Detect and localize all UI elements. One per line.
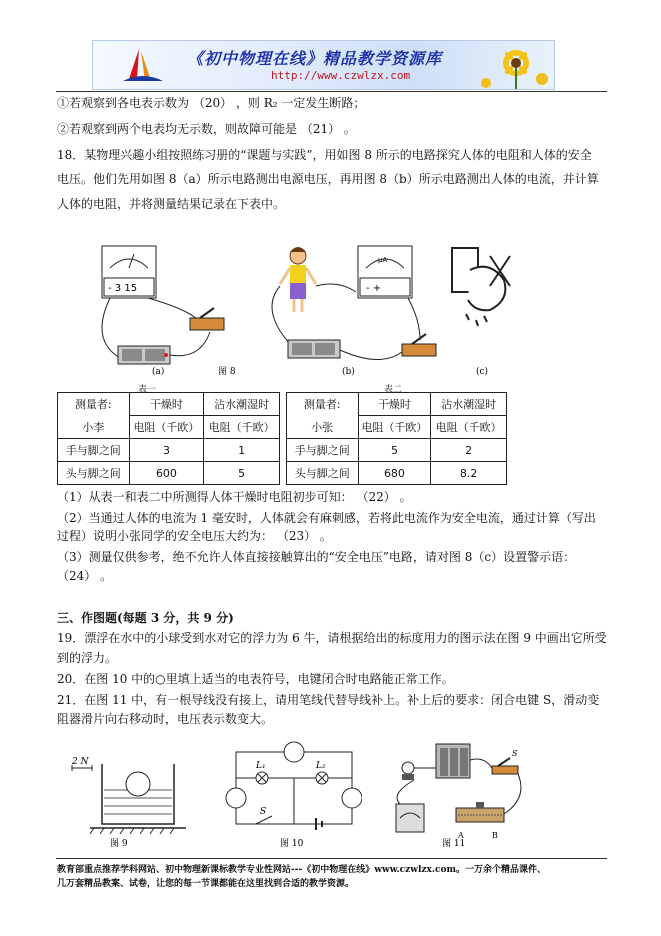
lamp-l1-icon (256, 772, 268, 784)
table-row (287, 439, 507, 462)
switch-s-icon (492, 758, 518, 774)
footer-line-2: 几万套精品教案、试卷，让您的每一节课都能在这里找到合适的教学资源。 (57, 879, 355, 889)
header-rule (56, 91, 607, 92)
caption-b: (b) (342, 367, 355, 377)
ball-icon (126, 772, 150, 796)
figure-11 (380, 738, 530, 850)
caption-c: (c) (476, 367, 489, 377)
site-logo-icon (111, 41, 181, 89)
q17-line-1: ①若观察到各电表示数为 （20） ，则 R₂ 一定发生断路； (57, 96, 366, 110)
t2-row1-wet: 2 (431, 439, 507, 462)
q18-sub-3a: （3）测量仅供参考，绝不允许人体直接接触算出的“安全电压”电路，请对图 8（c）设置警示语： (57, 550, 576, 564)
t1-row1-wet: 1 (204, 439, 280, 462)
t1-h-col1-top: 干燥时 (129, 393, 204, 416)
lamp-icon (402, 762, 414, 780)
meter-slot-top (284, 742, 304, 762)
q20-line: 20．在图 10 中的○里填上适当的电表符号，电键闭合时电路能正常工作。 (57, 672, 454, 686)
t1-h-col1-bottom: 电阻（千欧） (129, 416, 204, 439)
banner-url[interactable]: http://www.czwlzx.com (271, 69, 411, 82)
t2-row2-dry: 680 (358, 462, 431, 485)
fig11-s: S (512, 749, 518, 758)
figure-9 (70, 750, 190, 850)
figure-8-circuits (90, 240, 530, 380)
table-1-title: 表一 (138, 385, 157, 395)
table-row (58, 439, 280, 462)
child-icon (280, 247, 316, 312)
fig11-b: B (492, 831, 498, 840)
fig10-l2: L₂ (316, 761, 326, 771)
t1-row2-label: 头与脚之间 (58, 462, 130, 485)
lamp-l2-icon (316, 772, 328, 784)
figure-10 (222, 738, 362, 850)
voltmeter-icon (102, 246, 156, 298)
fig10-s: S (260, 807, 267, 817)
microammeter-icon (358, 246, 412, 298)
t2-h-left-bottom: 小张 (287, 416, 359, 439)
section-3-title: 三、作图题(每题 3 分，共 9 分) (57, 611, 234, 625)
fig10-l1: L₁ (256, 761, 266, 771)
t2-h-col2-top: 沾水潮湿时 (431, 393, 507, 416)
socket-hand-icon (452, 248, 510, 326)
svg-text:- +: - + (366, 283, 382, 294)
table-2-title: 表二 (384, 385, 403, 395)
q21-line-2: 阻器滑片向右移动时，电压表示数变大。 (57, 712, 274, 726)
table-2 (286, 392, 507, 485)
battery-pack-b-icon (288, 340, 340, 358)
banner-title: 《初中物理在线》精品教学资源库 (187, 49, 443, 68)
t1-h-col2-bottom: 电阻（千欧） (204, 416, 280, 439)
fig9-caption: 图 9 (110, 839, 128, 849)
battery-pack-icon (118, 346, 170, 364)
footer-rule (56, 858, 607, 859)
t1-h-col2-top: 沾水潮湿时 (204, 393, 280, 416)
t2-row1-dry: 5 (358, 439, 431, 462)
rheostat-icon (456, 802, 504, 822)
t1-row2-wet: 5 (204, 462, 280, 485)
table-row (58, 462, 280, 485)
fig11-a: A (458, 831, 464, 840)
switch-b-icon (402, 334, 436, 356)
t1-h-left-top: 测量者: (58, 393, 130, 416)
q18-line-1: 18．某物理兴趣小组按照练习册的“课题与实践”，用如图 8 所示的电路探究人体的电阻和人体的安全 (57, 148, 592, 162)
table-row (287, 462, 507, 485)
fig9-scale-label: 2 N (72, 757, 89, 767)
voltmeter-icon (396, 804, 424, 832)
q18-line-2: 电压。他们先用如图 8（a）所示电路测出电源电压，再用图 8（b）所示电路测出人体的电流，并计算 (57, 172, 599, 186)
t2-row2-wet: 8.2 (431, 462, 507, 485)
t2-h-col2-bottom: 电阻（千欧） (431, 416, 507, 439)
t2-row2-label: 头与脚之间 (287, 462, 359, 485)
meter-a-label: - 3 15 (108, 283, 138, 294)
header-banner (92, 40, 555, 90)
sunflower-icon (468, 41, 554, 89)
q18-sub-2b: 过程）说明小张同学的安全电压大约为： （23） 。 (57, 529, 332, 543)
switch-icon (190, 308, 224, 330)
caption-fig8: 图 8 (218, 367, 236, 377)
t2-row1-label: 手与脚之间 (287, 439, 359, 462)
fig10-caption: 图 10 (280, 839, 304, 849)
t2-h-left-top: 测量者: (287, 393, 359, 416)
t2-h-col1-top: 干燥时 (358, 393, 431, 416)
fig11-caption: 图 11 (442, 839, 466, 849)
q18-line-3: 人体的电阻，并将测量结果记录在下表中。 (57, 197, 286, 211)
q19-line-1: 19．漂浮在水中的小球受到水对它的浮力为 6 牛，请根据给出的标度用力的图示法在图 9 中画出它所受 (57, 631, 607, 645)
battery-box-icon (436, 744, 470, 778)
footer-line-1: 教育部重点推荐学科网站、初中物理新课标教学专业性网站---《初中物理在线》www.czwlzx.com。一万余个精品课件、 (57, 865, 547, 875)
table-1 (57, 392, 280, 485)
q18-sub-2a: （2）当通过人体的电流为 1 毫安时，人体就会有麻刺感，若将此电流作为安全电流，通过计算（写出 (57, 511, 596, 525)
meter-b-label: μA (378, 256, 388, 264)
q21-line-1: 21．在图 11 中，有一根导线没有接上，请用笔线代替导线补上。补上后的要求：闭合电键 S，滑动变 (57, 693, 600, 707)
t2-h-col1-bottom: 电阻（千欧） (358, 416, 431, 439)
meter-slot-right (342, 788, 362, 808)
q18-sub-1: （1）从表一和表二中所测得人体干燥时电阻初步可知： （22） 。 (57, 490, 412, 504)
t1-row1-label: 手与脚之间 (58, 439, 130, 462)
caption-a: (a) (152, 367, 165, 377)
t1-row1-dry: 3 (129, 439, 204, 462)
q19-line-2: 到的浮力。 (57, 651, 118, 665)
t1-h-left-bottom: 小李 (58, 416, 130, 439)
q18-sub-3b: （24） 。 (57, 569, 113, 583)
meter-slot-left (226, 788, 246, 808)
q17-line-2: ②若观察到两个电表均无示数，则故障可能是 （21） 。 (57, 122, 356, 136)
t1-row2-dry: 600 (129, 462, 204, 485)
